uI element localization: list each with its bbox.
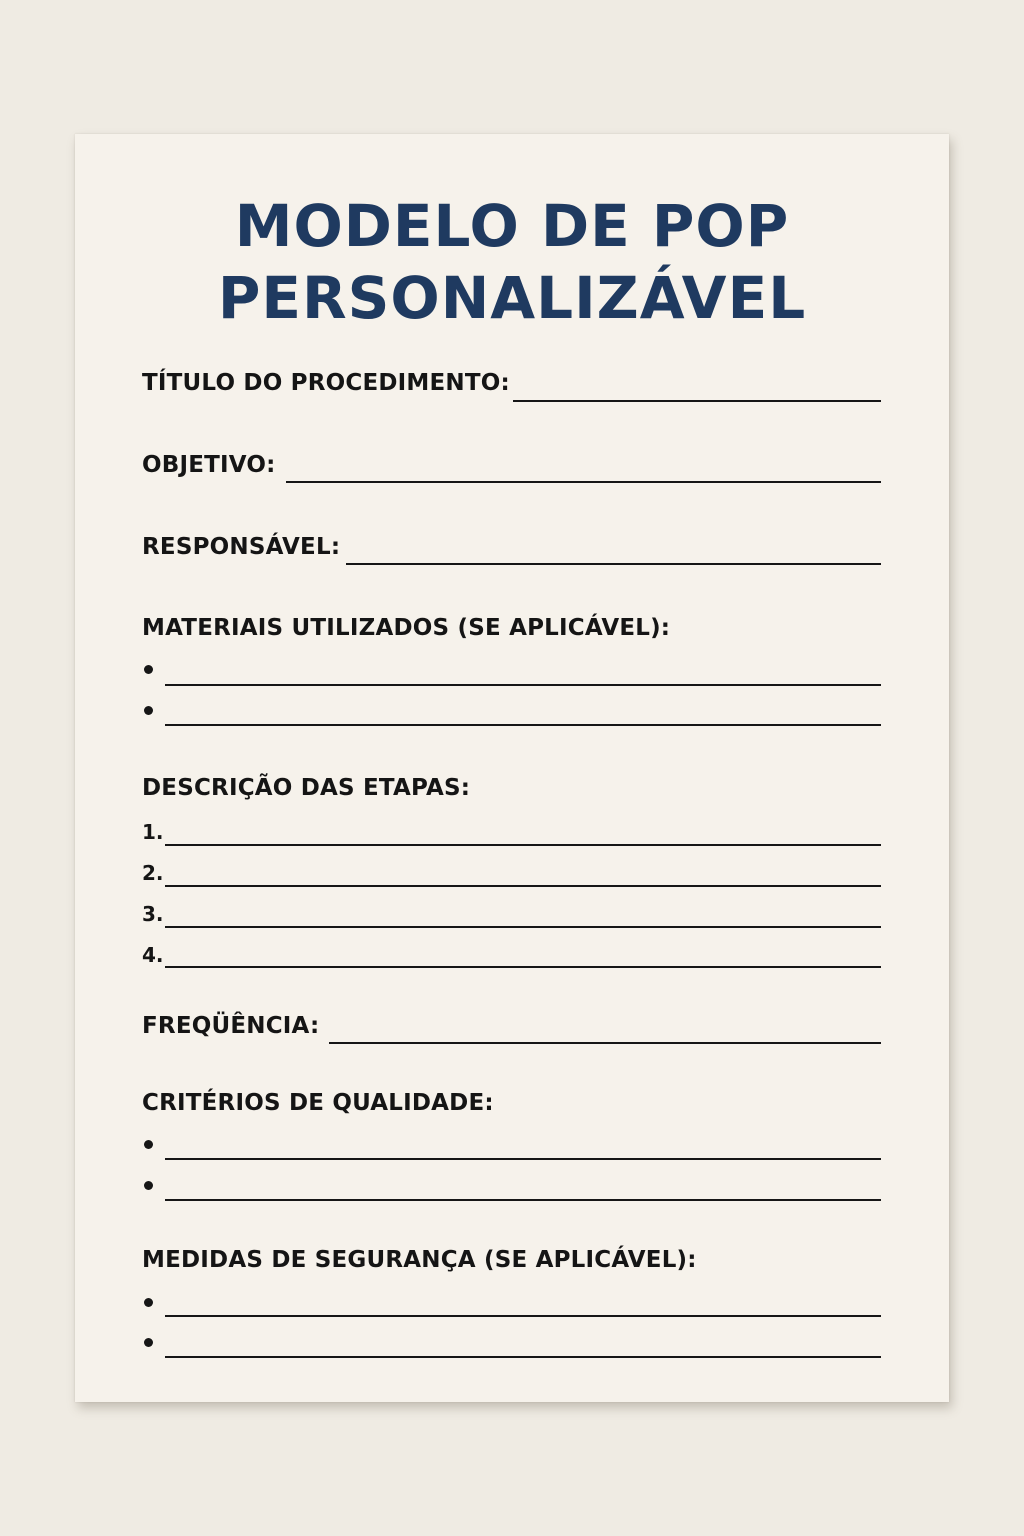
titulo-field[interactable] [513,400,881,402]
seguranca-field-2[interactable] [165,1356,881,1358]
materiais-field-1[interactable] [165,684,881,686]
bullet-icon [144,1140,153,1149]
etapa-field-1[interactable] [165,844,881,846]
materiais-label: MATERIAIS UTILIZADOS (SE APLICÁVEL): [142,615,671,641]
criterios-field-1[interactable] [165,1158,881,1160]
materiais-field-2[interactable] [165,724,881,726]
criterios-field-2[interactable] [165,1199,881,1201]
bullet-icon [144,1338,153,1347]
criterios-label: CRITÉRIOS DE QUALIDADE: [142,1090,494,1116]
etapa-field-2[interactable] [165,885,881,887]
bullet-icon [144,665,153,674]
responsavel-label: RESPONSÁVEL: [142,534,341,560]
step-number: 2. [142,861,164,885]
etapa-field-3[interactable] [165,926,881,928]
bullet-icon [144,1181,153,1190]
objetivo-label: OBJETIVO: [142,452,276,478]
step-number: 1. [142,820,164,844]
objetivo-field[interactable] [286,481,881,483]
frequencia-label: FREQÜÊNCIA: [142,1013,320,1039]
responsavel-field[interactable] [346,563,881,565]
frequencia-field[interactable] [329,1042,881,1044]
seguranca-field-1[interactable] [165,1315,881,1317]
bullet-icon [144,1298,153,1307]
titulo-label: TÍTULO DO PROCEDIMENTO: [142,370,510,396]
step-number: 4. [142,943,164,967]
etapa-field-4[interactable] [165,966,881,968]
step-number: 3. [142,902,164,926]
seguranca-label: MEDIDAS DE SEGURANÇA (SE APLICÁVEL): [142,1247,697,1273]
bullet-icon [144,706,153,715]
page-title-line1: MODELO DE POP [234,192,790,260]
etapas-label: DESCRIÇÃO DAS ETAPAS: [142,775,471,801]
page-title-line2: PERSONALIZÁVEL [217,264,807,332]
